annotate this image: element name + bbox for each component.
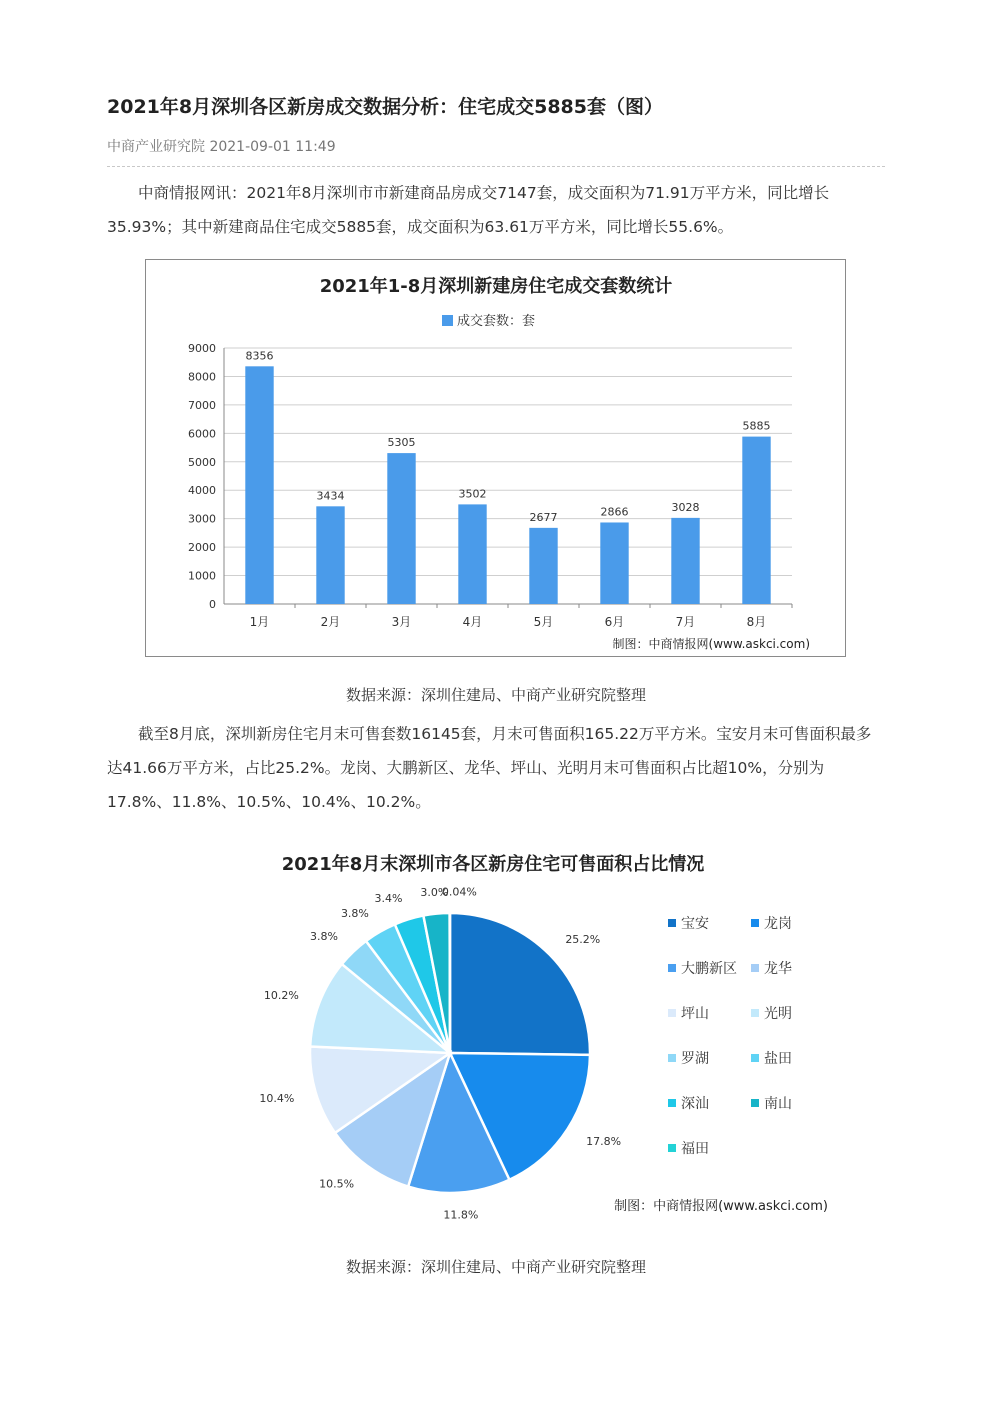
bar	[387, 453, 415, 604]
pie-legend-label: 龙华	[764, 961, 792, 977]
pie-legend-label: 盐田	[764, 1051, 792, 1067]
bar-value-label: 2677	[529, 510, 558, 524]
pie-chart-title: 2021年8月末深圳市各区新房住宅可售面积占比情况	[281, 854, 705, 875]
pie-legend-label: 龙岗	[764, 916, 792, 932]
pie-legend-swatch	[751, 1099, 759, 1107]
bar-value-label: 2866	[600, 505, 629, 519]
bar-y-tick-label: 3000	[188, 512, 216, 526]
bar	[316, 506, 344, 604]
bar-y-tick-label: 7000	[188, 398, 216, 412]
bar-legend-label: 成交套数：套	[457, 314, 536, 329]
bar-chart-panel	[145, 259, 846, 657]
title-divider	[107, 166, 885, 167]
bar	[600, 522, 628, 604]
bar-y-tick-label: 9000	[188, 342, 216, 355]
pie-legend	[668, 915, 792, 1157]
bar-chart-title: 2021年1-8月深圳新建房住宅成交套数统计	[319, 276, 673, 297]
pie-legend-label: 深汕	[681, 1096, 709, 1112]
bar-x-tick-label: 7月	[675, 615, 696, 629]
pie-chart-credit: 制图：中商情报网(www.askci.com)	[614, 1199, 828, 1214]
bar-value-label: 3434	[316, 489, 345, 503]
pie-legend-swatch	[668, 1144, 676, 1152]
bar-y-tick-label: 6000	[188, 427, 216, 441]
pie-slices	[310, 913, 590, 1193]
paragraph-inventory: 截至8月底，深圳新房住宅月末可售套数16145套，月末可售面积165.22万平方米。宝安月末可售面积最多达41.66万平方米，占比25.2%。龙岗、大鹏新区、龙华、坪山、光明月末可售面积占比超10%，分别为17.8%、11.8%、10.5%、10.4%、10.2%。	[107, 725, 872, 811]
pie-legend-label: 光明	[764, 1006, 792, 1022]
pie-slice-label: 3.0%	[420, 885, 449, 899]
pie-slice-label: 17.8%	[586, 1134, 622, 1148]
bar	[245, 366, 273, 604]
pie-chart-panel	[200, 830, 850, 1240]
pie-slice-label: 25.2%	[565, 933, 601, 947]
pie-legend-label: 罗湖	[681, 1051, 709, 1067]
pie-slice-label: 3.4%	[374, 892, 403, 906]
pie-legend-swatch	[668, 919, 676, 927]
bar	[458, 504, 486, 604]
bar-grid	[224, 348, 792, 604]
article-byline: 中商产业研究院 2021-09-01 11:49	[107, 139, 336, 155]
bar-y-tick-label: 0	[209, 598, 216, 611]
bar-series	[245, 349, 770, 604]
pie-legend-label: 大鹏新区	[681, 961, 737, 977]
bar	[529, 528, 557, 604]
pie-legend-swatch	[751, 1009, 759, 1017]
pie-legend-label: 宝安	[681, 916, 709, 932]
pie-slice-label: 3.8%	[310, 929, 339, 943]
pie-legend-swatch	[751, 919, 759, 927]
bar-y-tick-label: 1000	[188, 569, 216, 583]
pie-legend-label: 坪山	[681, 1006, 709, 1022]
bar-x-tick-label: 3月	[391, 615, 412, 629]
caption-bar-source: 数据来源：深圳住建局、中商产业研究院整理	[345, 686, 646, 704]
bar-x-tick-label: 1月	[249, 615, 270, 629]
caption-pie-source: 数据来源：深圳住建局、中商产业研究院整理	[345, 1258, 646, 1276]
bar-value-label: 5305	[387, 436, 416, 450]
pie-slice-label: 10.2%	[263, 988, 299, 1002]
pie-legend-swatch	[751, 964, 759, 972]
pie-chart	[200, 830, 850, 1240]
bar-x-tick-label: 5月	[533, 615, 554, 629]
bar-chart-credit: 制图：中商情报网(www.askci.com)	[612, 637, 810, 651]
bar-y-tick-label: 8000	[188, 370, 216, 384]
bar-x-tick-label: 8月	[746, 615, 767, 629]
pie-slice-label: 0.04%	[441, 885, 477, 899]
bar-y-tick-label: 5000	[188, 455, 216, 469]
bar-y-tick-label: 2000	[188, 541, 216, 555]
legend-swatch	[442, 315, 453, 326]
pie-legend-swatch	[751, 1054, 759, 1062]
bar	[671, 518, 699, 604]
bar-chart	[146, 260, 845, 656]
paragraph-intro: 中商情报网讯：2021年8月深圳市市新建商品房成交7147套，成交面积为71.91万平方米，同比增长35.93%；其中新建商品住宅成交5885套，成交面积为63.61万平方米，同比增长55.6%。	[107, 184, 830, 236]
bar	[742, 437, 770, 604]
article-title: 2021年8月深圳各区新房成交数据分析：住宅成交5885套（图）	[107, 96, 663, 118]
bar-x-tick-label: 6月	[604, 615, 625, 629]
pie-slice-label: 3.8%	[340, 906, 369, 920]
bar-value-label: 3502	[458, 487, 487, 501]
bar-x-tick-label: 4月	[462, 615, 483, 629]
bar-value-label: 5885	[742, 419, 771, 433]
pie-legend-swatch	[668, 1009, 676, 1017]
pie-legend-label: 南山	[764, 1096, 792, 1112]
bar-x-tick-label: 2月	[320, 615, 341, 629]
bar-value-label: 8356	[245, 349, 274, 363]
bar-value-label: 3028	[671, 500, 700, 514]
bar-y-tick-label: 4000	[188, 484, 216, 498]
pie-legend-label: 福田	[681, 1141, 709, 1157]
bar-y-axis	[188, 342, 792, 611]
pie-slice-label: 10.4%	[259, 1091, 295, 1105]
pie-slice-label: 11.8%	[443, 1208, 479, 1222]
pie-legend-swatch	[668, 1054, 676, 1062]
pie-legend-swatch	[668, 1099, 676, 1107]
pie-legend-swatch	[668, 964, 676, 972]
bar-x-axis	[250, 604, 792, 629]
pie-slice-label: 10.5%	[319, 1177, 355, 1191]
